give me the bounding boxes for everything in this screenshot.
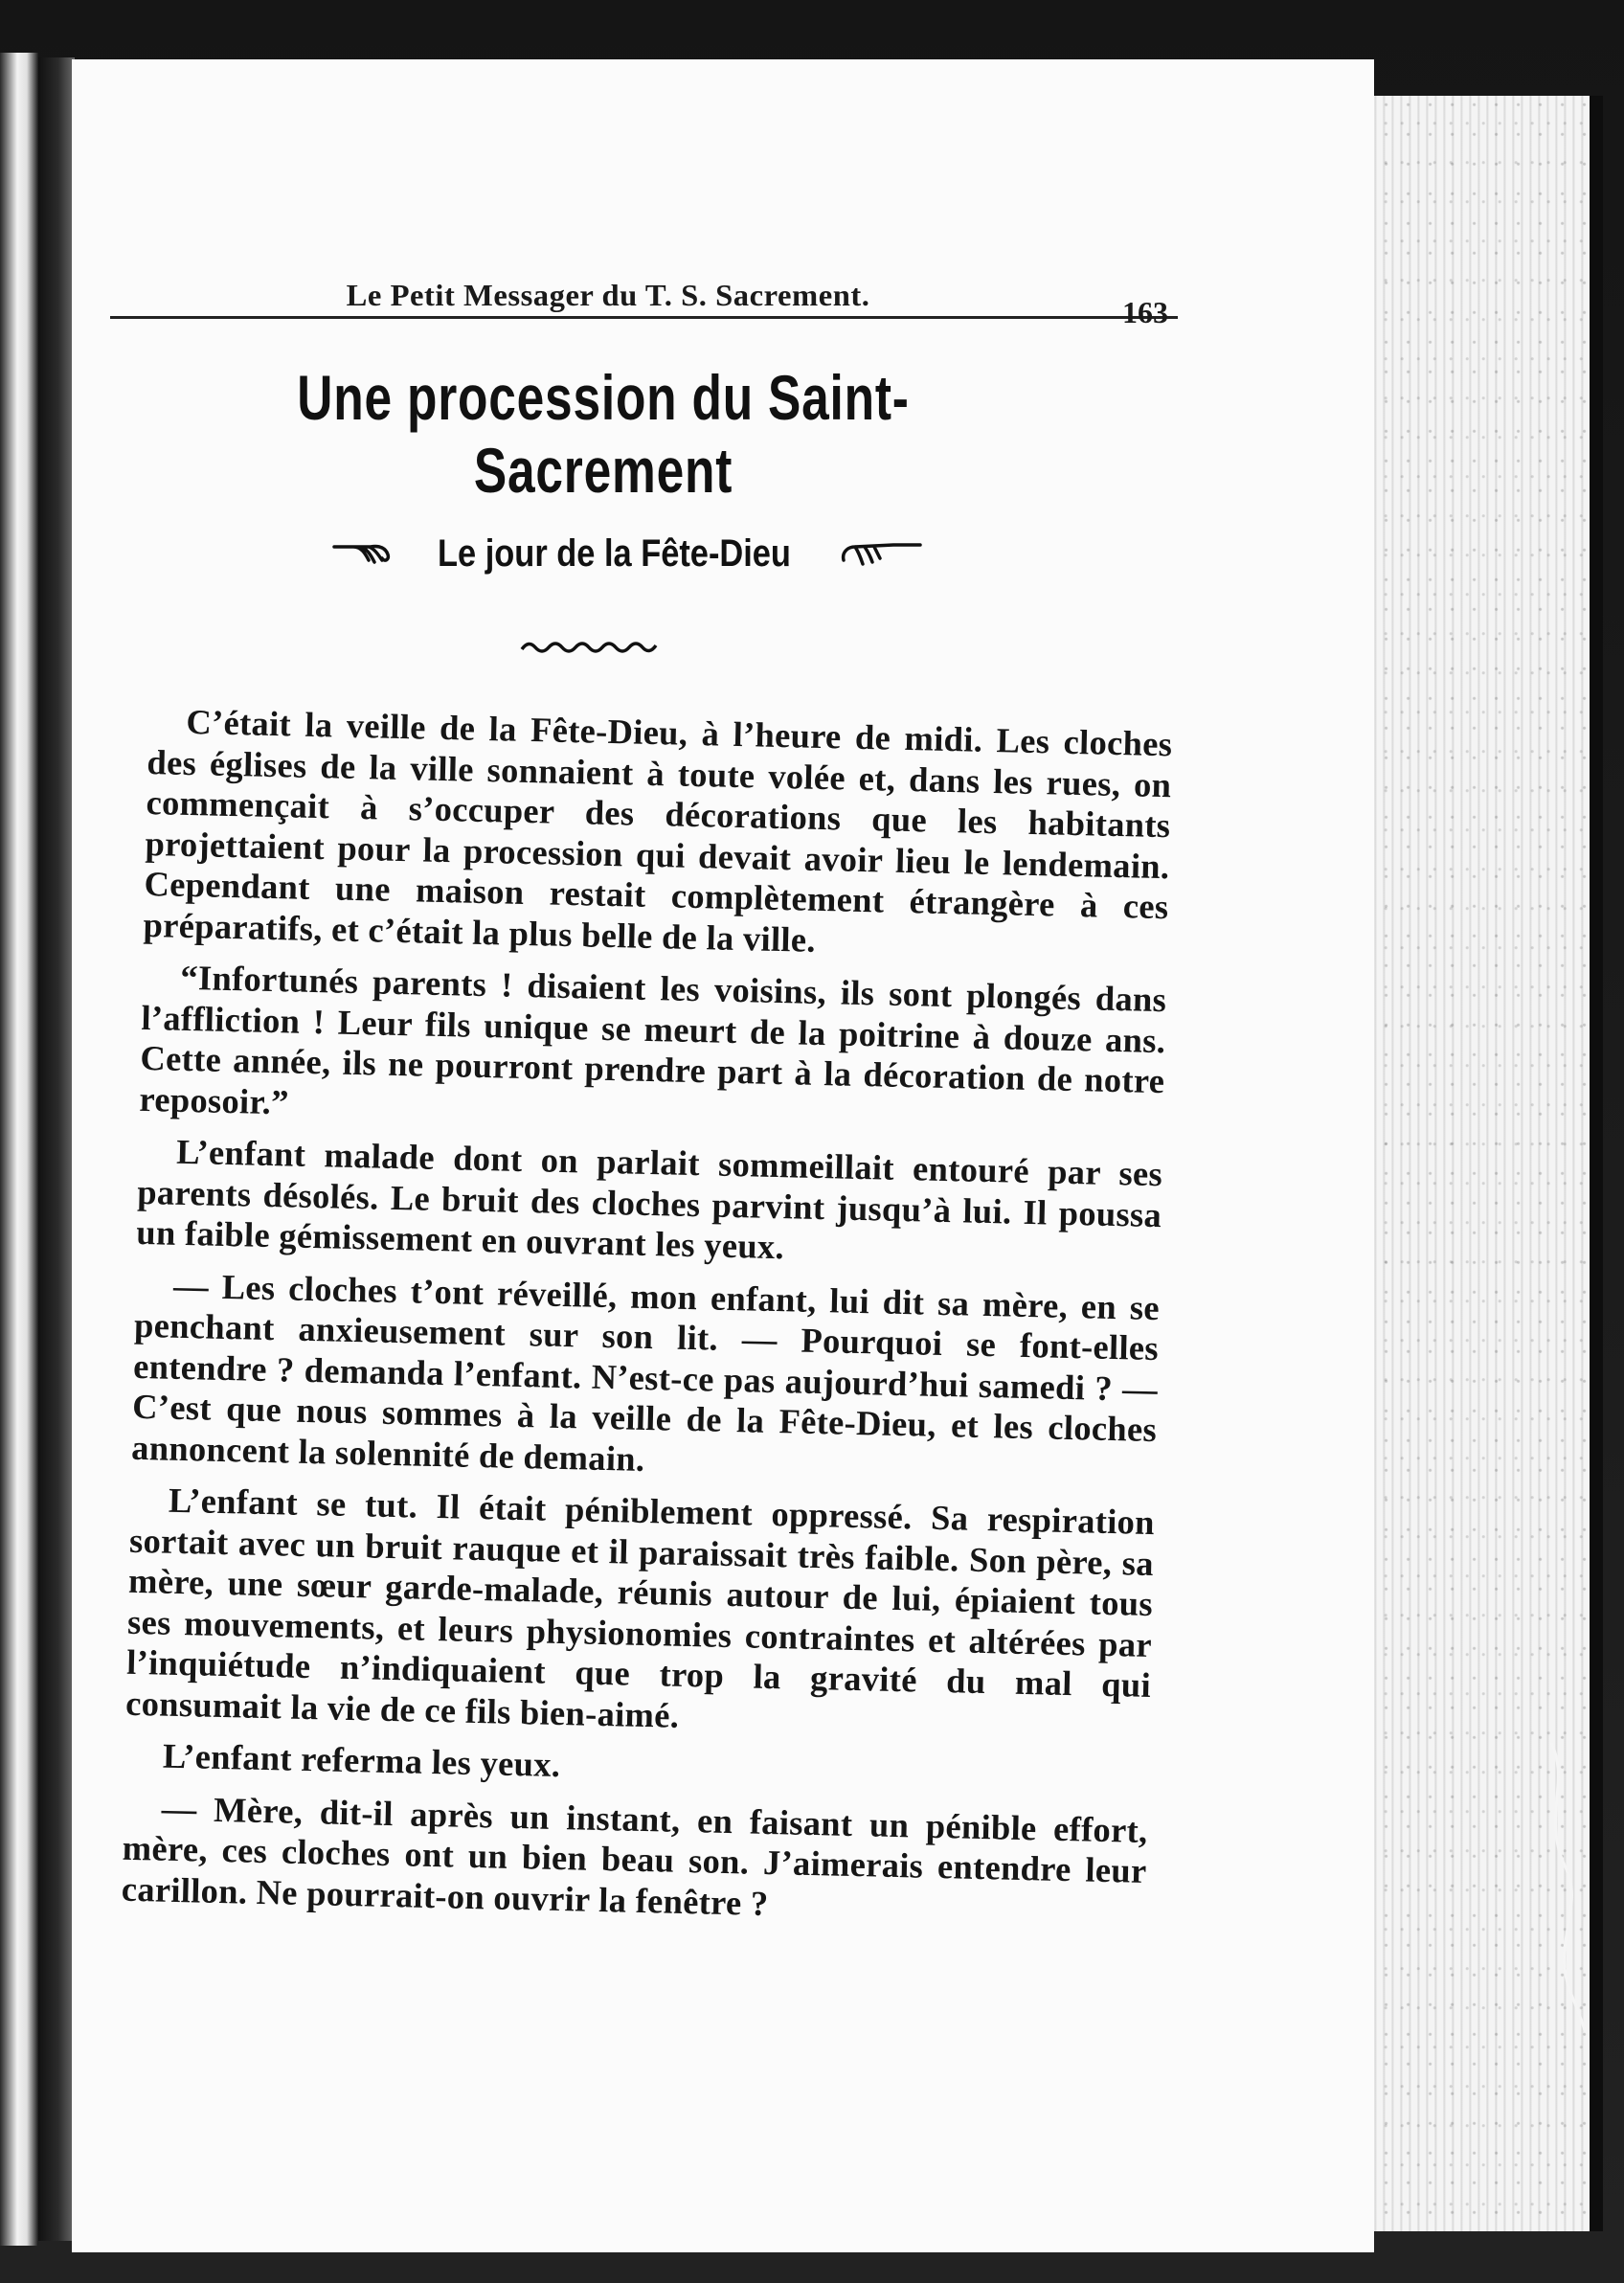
article-title: Une procession du Saint-Sacrement xyxy=(297,362,910,506)
right-ornament-icon xyxy=(836,539,922,568)
page-number: 163 xyxy=(1122,295,1168,329)
paragraph: — Mère, dit-il après un instant, en faisant un pénible effort, mère, ces cloches ont un bien beau son. J’aimerais entendre leur carillon. Ne pourrait-on ouvrir la fenêtre ? xyxy=(121,1788,1148,1923)
paragraph: — Les cloches t’ont réveillé, mon enfant, lui dit sa mère, en se penchant anxieusement sur son lit. — Pourquoi se font-elles entendre ? demanda l’enfant. N’est-ce pas aujourd’hui samedi ? — C’est que nous sommes à la veille de la Fête-Dieu, et les cloches annoncent la solennité de demain. xyxy=(130,1265,1161,1479)
paragraph: L’enfant referma les yeux. xyxy=(162,1735,561,1785)
paragraph: L’enfant malade dont on parlait sommeillait entouré par ses parents désolés. Le bruit des cloches parvint jusqu’à lui. Il poussa un faible gémissement en ouvrant les yeux. xyxy=(135,1131,1163,1267)
article-subtitle-row xyxy=(254,531,1001,576)
paragraph: L’enfant se tut. Il était péniblement oppressé. Sa respiration sortait avec un bruit rauque et il paraissait très faible. Son père, sa mère, une sœur garde-malade, réunis autour de lui, épiaient tous ses mouvements, et leurs physionomies contraintes et altérées par l’inquiétude n’indiquaient que trop la gravité du mal qui consumait la vie de ce fils bien-aimé. xyxy=(124,1480,1156,1735)
book-page xyxy=(72,59,1374,2252)
section-divider-squiggle xyxy=(520,636,664,655)
running-header xyxy=(110,278,1178,329)
article-subtitle: Le jour de la Fête-Dieu xyxy=(437,531,791,575)
paragraph: C’était la veille de la Fête-Dieu, à l’heure de midi. Les cloches des églises de la ville sonnaient à toute volée et, dans les rues, on commençait à s’occuper des décorations que les habitants projettaient pour la procession qui devait avoir lieu le lendemain. Cependant une maison restait complètement étrangère à ces préparatifs, et c’était la plus belle de la ville. xyxy=(143,701,1173,960)
left-ornament-icon xyxy=(332,539,392,568)
book-spine-shadow xyxy=(38,57,75,2241)
running-title: Le Petit Messager du T. S. Sacrement. xyxy=(346,278,870,312)
article-body xyxy=(121,701,1172,1933)
paragraph: “Infortunés parents ! disaient les voisins, ils sont plongés dans l’affliction ! Leur fils unique se meurt de la poitrine à douze ans. Cette année, ils ne pourront prendre part à la décoration de notre reposoir.” xyxy=(139,957,1167,1121)
left-page-edge xyxy=(0,53,38,2246)
loose-thread xyxy=(1532,1743,1590,2030)
